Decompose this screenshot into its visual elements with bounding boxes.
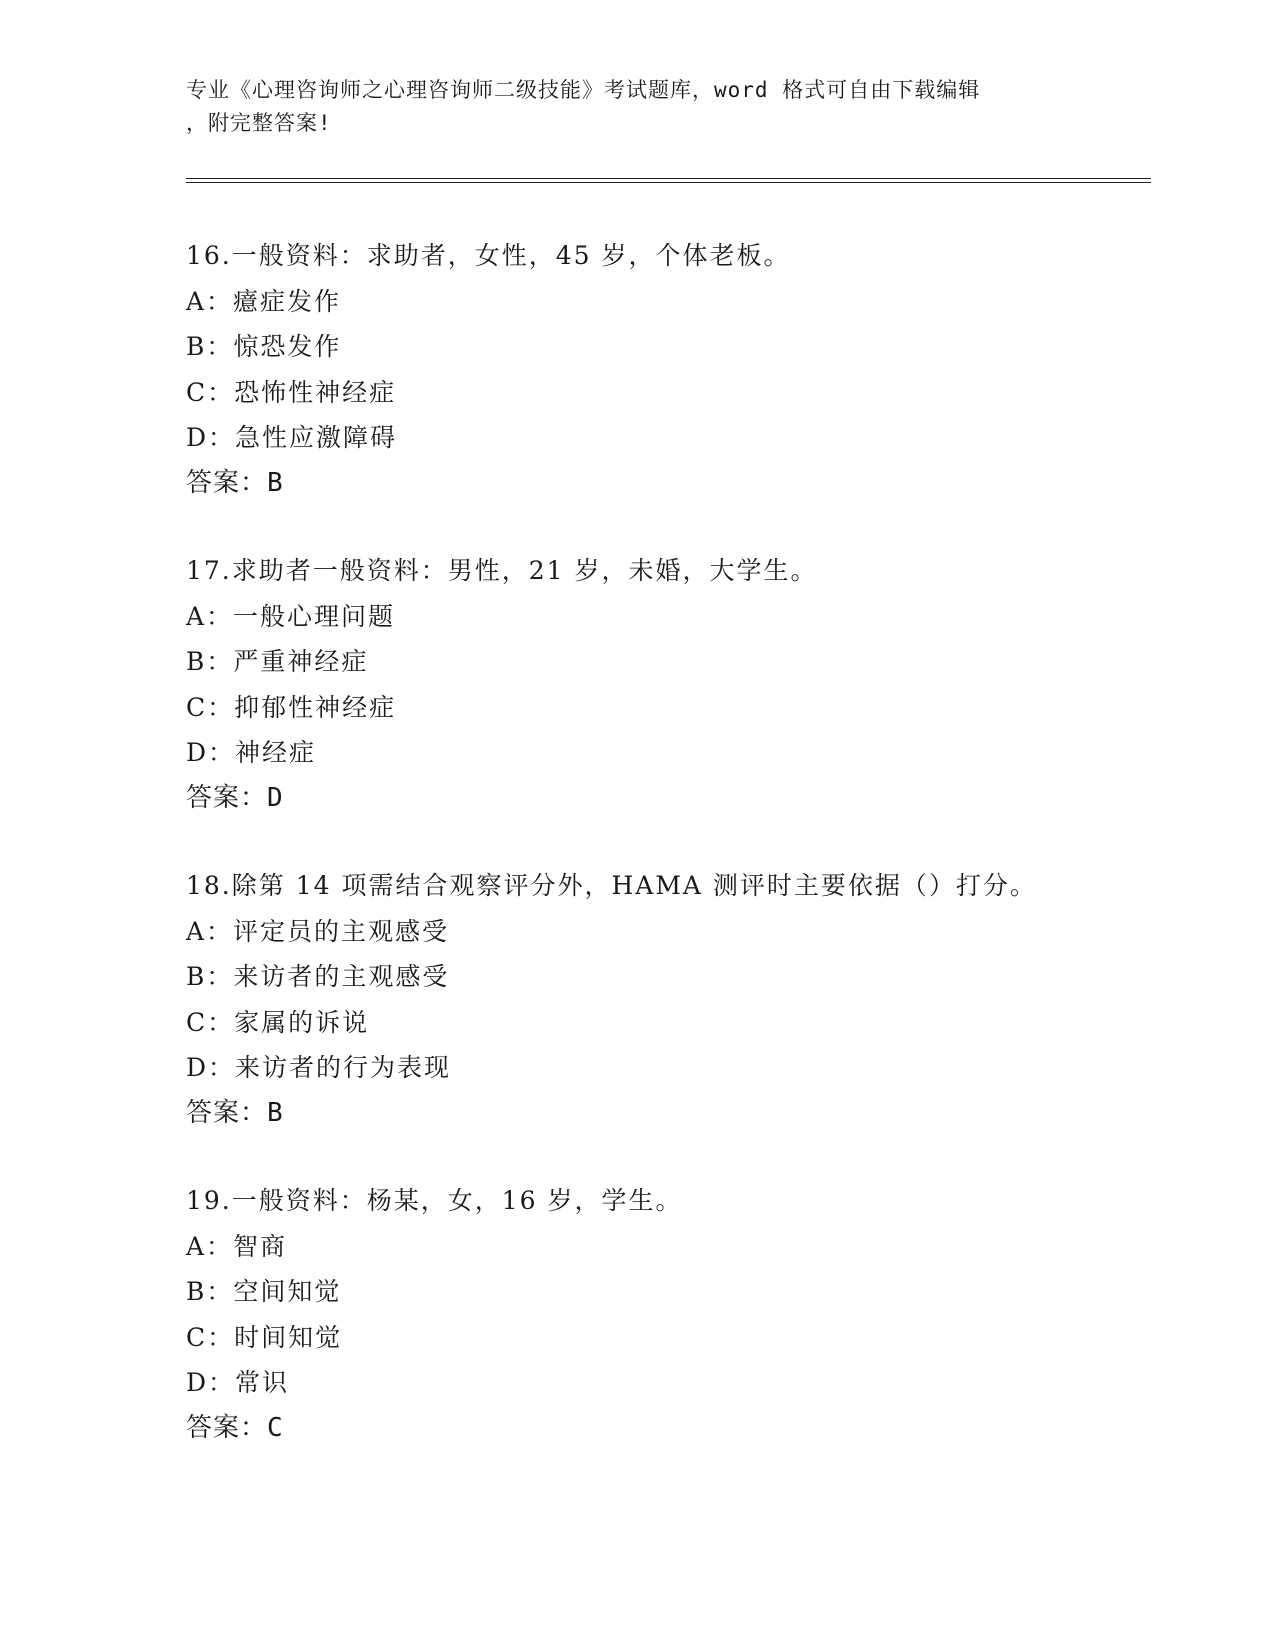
question-18: [186, 863, 1151, 1136]
option-c: C：抑郁性神经症: [186, 692, 397, 722]
option-b: B：严重神经症: [186, 647, 369, 676]
header-divider: [186, 178, 1151, 183]
question-17: [186, 548, 1151, 821]
answer-label: 答案：: [186, 1412, 268, 1443]
question-stem: 18.除第 14 项需结合观察评分外，HAMA 测评时主要依据（）打分。: [186, 871, 1037, 900]
question-stem: 17.求助者一般资料：男性，21 岁，未婚，大学生。: [186, 556, 818, 585]
question-19: [186, 1178, 1151, 1451]
option-a: A：智商: [186, 1231, 288, 1261]
answer: [186, 776, 1151, 822]
header-line-1: 专业《心理咨询师之心理咨询师二级技能》考试题库，word 格式可自由下载编辑: [186, 78, 981, 102]
answer-value: B: [267, 1097, 284, 1128]
question-16: [186, 233, 1151, 506]
option-a: A：一般心理问题: [186, 601, 396, 631]
question-stem: 16.一般资料：求助者，女性，45 岁，个体老板。: [186, 241, 791, 270]
option-d: D：急性应激障碍: [186, 423, 398, 452]
answer: [186, 1406, 1151, 1452]
option-b: B：空间知觉: [186, 1277, 342, 1306]
answer-label: 答案：: [186, 782, 268, 813]
answer-label: 答案：: [186, 467, 268, 498]
header-line-2: ，附完整答案!: [186, 111, 332, 135]
option-d: D：常识: [186, 1368, 290, 1397]
answer-label: 答案：: [186, 1097, 268, 1128]
option-c: C：家属的诉说: [186, 1007, 370, 1037]
answer-value: D: [267, 782, 284, 813]
option-a: A：评定员的主观感受: [186, 916, 450, 946]
option-b: B：来访者的主观感受: [186, 962, 450, 991]
question-list: [186, 233, 1151, 1451]
answer-value: C: [267, 1412, 284, 1443]
option-b: B：惊恐发作: [186, 332, 342, 361]
option-c: C：时间知觉: [186, 1322, 343, 1352]
answer-value: B: [267, 467, 284, 498]
option-d: D：来访者的行为表现: [186, 1053, 452, 1082]
option-d: D：神经症: [186, 738, 317, 767]
option-a: A：癔症发作: [186, 286, 342, 316]
question-stem: 19.一般资料：杨某，女，16 岁，学生。: [186, 1186, 683, 1215]
document-header: [186, 74, 1066, 140]
answer: [186, 1091, 1151, 1137]
option-c: C：恐怖性神经症: [186, 377, 397, 407]
answer: [186, 461, 1151, 507]
